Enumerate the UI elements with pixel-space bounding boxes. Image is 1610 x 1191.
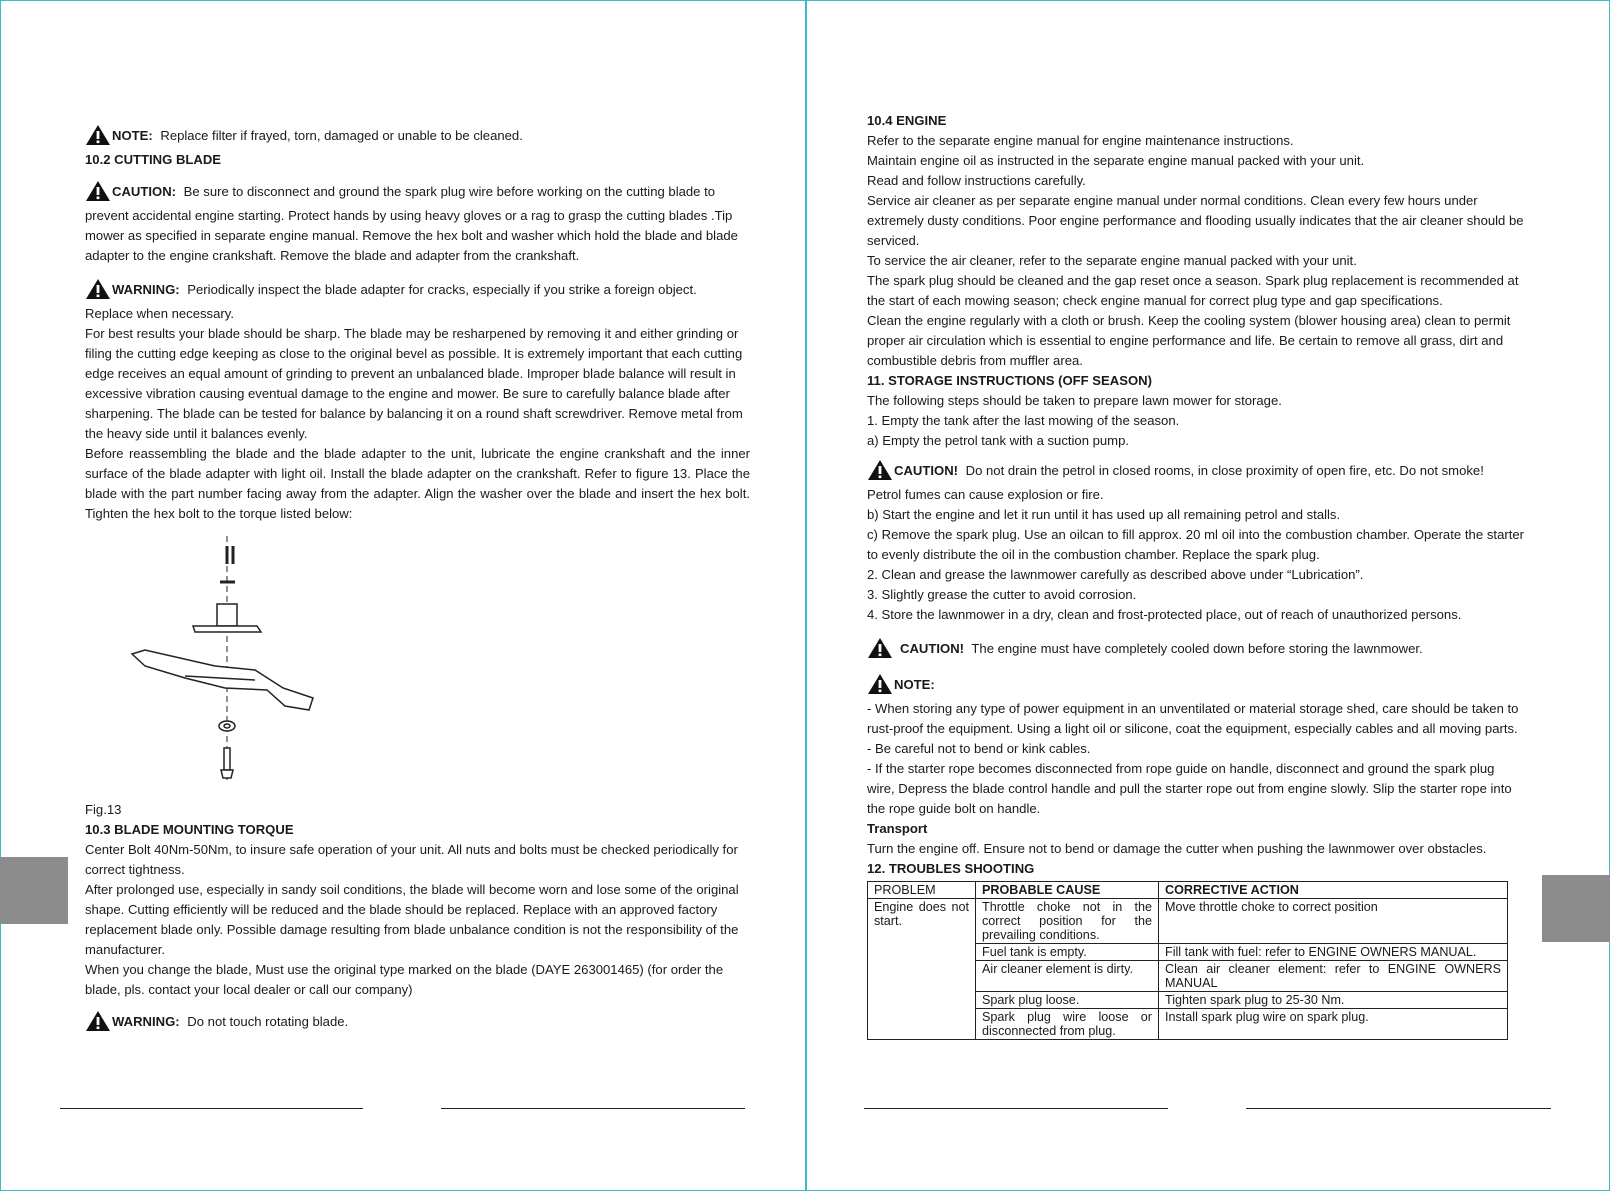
heading-troubleshooting: 12. TROUBLES SHOOTING	[867, 861, 1035, 876]
table-row	[868, 899, 1508, 944]
warning-triangle-icon	[867, 673, 893, 695]
left-page	[85, 118, 750, 1036]
caution2-label: CAUTION!	[900, 641, 965, 656]
engine-line: To service the air cleaner, refer to the separate engine manual packed with your unit.	[867, 253, 1357, 268]
caution2-text: The engine must have completely cooled down before storing the lawnmower.	[968, 641, 1423, 656]
right-thumb-tab	[1542, 875, 1610, 942]
note-line: - Be careful not to bend or kink cables.	[867, 741, 1091, 756]
storage-step-2: 2. Clean and grease the lawnmower carefully as described above under “Lubrication”.	[867, 567, 1364, 582]
caution-block	[85, 180, 750, 202]
engine-line: Clean the engine regularly with a cloth or brush. Keep the cooling system (blower housing area) clean to permit proper air circulation which is essential to engine performance and life. Be certain to remove all grass, dirt and combustible debris from muffler area.	[867, 313, 1511, 368]
action-cell: Tighten spark plug to 25-30 Nm.	[1159, 992, 1508, 1009]
warning2-text: Do not touch rotating blade.	[183, 1014, 349, 1029]
cause-cell: Throttle choke not in the correct position for the prevailing conditions.	[976, 899, 1159, 944]
engine-line: Refer to the separate engine manual for engine maintenance instructions.	[867, 133, 1294, 148]
problem-cell: Engine does not start.	[868, 899, 976, 1040]
warning2-label: WARNING:	[112, 1014, 180, 1029]
note-label: NOTE:	[112, 128, 153, 143]
storage-step-3: 3. Slightly grease the cutter to avoid corrosion.	[867, 587, 1137, 602]
footer-rule	[441, 1108, 745, 1109]
action-cell: Fill tank with fuel: refer to ENGINE OWNERS MANUAL.	[1159, 944, 1508, 961]
caution-text: Be sure to disconnect and ground the spark plug wire before working on the cutting blade to	[180, 184, 716, 199]
storage-step-4: 4. Store the lawnmower in a dry, clean and frost-protected place, out of reach of unauthorized persons.	[867, 607, 1462, 622]
prolonged-use-paragraph: After prolonged use, especially in sandy soil conditions, the blade will become worn and lose some of the original shape. Cutting efficiently will be reduced and the blade should be replaced. Replace with an approved factory replacement blade only. Possible damage resulting from blade unbalance condition is not the responsibility of the manufacturer.	[85, 882, 739, 957]
torque-paragraph: Center Bolt 40Nm-50Nm, to insure safe operation of your unit. All nuts and bolts must be checked periodically for correct tightness.	[85, 842, 738, 877]
footer-rule	[1246, 1108, 1551, 1109]
heading-storage: 11. STORAGE INSTRUCTIONS (OFF SEASON)	[867, 373, 1152, 388]
engine-line: Maintain engine oil as instructed in the separate engine manual packed with your unit.	[867, 153, 1365, 168]
storage-step-1: 1. Empty the tank after the last mowing of the season.	[867, 413, 1180, 428]
warning-triangle-icon	[85, 1010, 111, 1032]
note-line: - If the starter rope becomes disconnected from rope guide on handle, disconnect and ground the spark plug wire, Depress the blade control handle and pull the starter rope out from engine slowly. Slip the starter rope into the rope guide bolt on handle.	[867, 761, 1512, 816]
note-block	[85, 124, 750, 146]
footer-rule	[60, 1108, 363, 1109]
action-cell: Install spark plug wire on spark plug.	[1159, 1009, 1508, 1040]
blade-assembly-figure	[85, 530, 345, 800]
figure-caption: Fig.13	[85, 802, 122, 817]
storage-intro: The following steps should be taken to prepare lawn mower for storage.	[867, 393, 1282, 408]
storage-step-1b: b) Start the engine and let it run until it has used up all remaining petrol and stalls.	[867, 507, 1341, 522]
note-text: Replace filter if frayed, torn, damaged or unable to be cleaned.	[156, 128, 523, 143]
blade-exploded-diagram	[85, 530, 345, 800]
warning-triangle-icon	[85, 124, 111, 146]
reassemble-paragraph: Before reassembling the blade and the blade adapter to the unit, lubricate the engine crankshaft and the inner surface of the blade adapter with light oil. Install the blade adapter on the crankshaft. Refer to figure 13. Place the blade with the part number facing away from the adapter. Align the washer over the blade and insert the hex bolt. Tighten the hex bolt to the torque listed below:	[85, 446, 750, 521]
warning-block	[85, 278, 750, 300]
sharpen-paragraph: For best results your blade should be sharp. The blade may be resharpened by removing it and either grinding or filing the cutting edge keeping as close to the original bevel as possible. It is extremely important that each cutting edge receives an equal amount of grinding to prevent an unbalanced blade. Improper blade balance will result in excessive vibration causing eventual damage to the engine and mower. Be sure to carefully balance blade after sharpening. The blade can be tested for balance by balancing it on a round shaft screwdriver. Remove metal from the heavy side until it balances evenly.	[85, 326, 743, 441]
caution-cooldown-block	[867, 637, 1524, 659]
storage-step-1c: c) Remove the spark plug. Use an oilcan to fill approx. 20 ml oil into the combustion chamber. Operate the starter to evenly distribute the oil in the combustion chamber. Replace the spark plug.	[867, 527, 1524, 562]
caution1-text: Do not drain the petrol in closed rooms, in close proximity of open fire, etc. Do not smoke!	[962, 463, 1484, 478]
change-blade-paragraph: When you change the blade, Must use the original type marked on the blade (DAYE 263001465) (for order the blade, pls. contact your local dealer or call our company)	[85, 962, 724, 997]
cause-cell: Fuel tank is empty.	[976, 944, 1159, 961]
action-cell: Move throttle choke to correct position	[1159, 899, 1508, 944]
warning-triangle-icon	[85, 180, 111, 202]
warning-rotating-block	[85, 1010, 750, 1032]
header-corrective-action: CORRECTIVE ACTION	[1159, 882, 1508, 899]
note-line: - When storing any type of power equipment in an unventilated or material storage shed, care should be taken to rust-proof the equipment. Using a light oil or silicone, coat the equipment, especially cables and all moving parts.	[867, 701, 1519, 736]
header-problem: PROBLEM	[868, 882, 976, 899]
heading-cutting-blade: 10.2 CUTTING BLADE	[85, 152, 222, 167]
action-cell: Clean air cleaner element: refer to ENGINE OWNERS MANUAL	[1159, 961, 1508, 992]
heading-blade-torque: 10.3 BLADE MOUNTING TORQUE	[85, 822, 294, 837]
caution1-label: CAUTION!	[894, 463, 959, 478]
note-storage-label: NOTE:	[894, 677, 935, 692]
storage-step-1a: a) Empty the petrol tank with a suction pump.	[867, 433, 1130, 448]
warning-triangle-icon	[867, 637, 893, 659]
replace-text: Replace when necessary.	[85, 306, 234, 321]
caution-label: CAUTION:	[112, 184, 177, 199]
warning-text: Periodically inspect the blade adapter for cracks, especially if you strike a foreign object.	[183, 282, 697, 297]
caution-petrol-continuation: Petrol fumes can cause explosion or fire.	[867, 487, 1104, 502]
caution-continuation: prevent accidental engine starting. Protect hands by using heavy gloves or a rag to grasp the cutting blades .Tip mower as specified in separate engine manual. Remove the hex bolt and washer which hold the blade and blade adapter to the engine crankshaft. Remove the blade and adapter from the crankshaft.	[85, 208, 738, 263]
left-thumb-tab	[0, 857, 68, 924]
heading-transport: Transport	[867, 821, 928, 836]
right-page	[867, 111, 1524, 1040]
caution-petrol-block	[867, 459, 1524, 481]
engine-line: Read and follow instructions carefully.	[867, 173, 1086, 188]
footer-rule	[864, 1108, 1168, 1109]
cause-cell: Spark plug wire loose or disconnected from plug.	[976, 1009, 1159, 1040]
warning-label: WARNING:	[112, 282, 180, 297]
cause-cell: Air cleaner element is dirty.	[976, 961, 1159, 992]
warning-triangle-icon	[85, 278, 111, 300]
note-storage-block	[867, 673, 1524, 695]
table-header-row	[868, 882, 1508, 899]
page-divider	[805, 0, 807, 1191]
engine-line: The spark plug should be cleaned and the gap reset once a season. Spark plug replacement is recommended at the start of each mowing season; check engine manual for correct plug type and gap specifications.	[867, 273, 1519, 308]
cause-cell: Spark plug loose.	[976, 992, 1159, 1009]
transport-text: Turn the engine off. Ensure not to bend or damage the cutter when pushing the lawnmower over obstacles.	[867, 841, 1487, 856]
warning-triangle-icon	[867, 459, 893, 481]
engine-line: Service air cleaner as per separate engine manual under normal conditions. Clean every few hours under extremely dusty conditions. Poor engine performance and flooding usually indicates that the air cleaner should be serviced.	[867, 193, 1524, 248]
header-probable-cause: PROBABLE CAUSE	[976, 882, 1159, 899]
heading-engine: 10.4 ENGINE	[867, 113, 947, 128]
troubleshooting-table	[867, 881, 1508, 1040]
